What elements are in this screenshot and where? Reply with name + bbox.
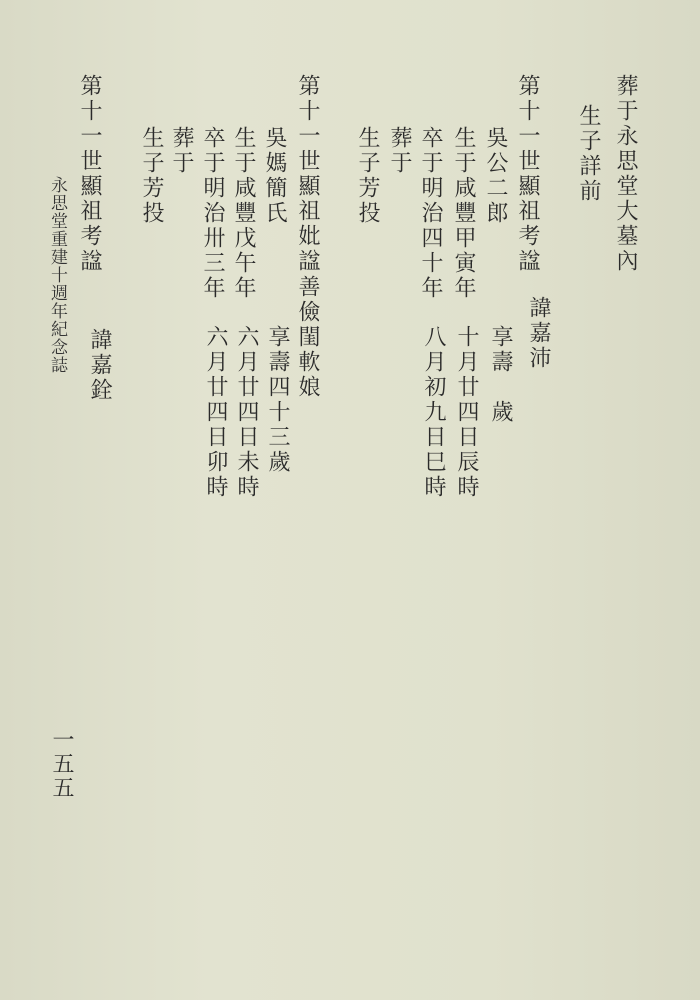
- page-number: 一五五: [49, 728, 74, 800]
- text-column-children-2: 生子芳投: [139, 126, 164, 226]
- text-column-birth-year-2: 生于咸豐戊午年: [231, 126, 256, 301]
- text-column-death-year-1: 卒于明治四十年: [418, 126, 443, 301]
- text-column-age-2: 享壽四十三歲: [265, 325, 290, 475]
- text-column-burial-1: 葬于: [387, 126, 412, 176]
- text-column-given-name-1: 諱嘉沛: [526, 296, 551, 371]
- text-column-death-date-2: 六月廿四日卯時: [203, 325, 228, 500]
- text-column-ancestor-title-3: 第十一世顯祖考諡: [77, 74, 102, 274]
- text-column-age-1: 享壽 歲: [488, 325, 513, 425]
- text-column-ancestress-title: 第十一世顯祖妣諡: [295, 74, 320, 274]
- text-column-children-ref: 生子詳前: [576, 104, 601, 204]
- text-column-birth-date-1: 十月廿四日辰時: [454, 325, 479, 500]
- text-column-death-year-2: 卒于明治卅三年: [200, 126, 225, 301]
- text-column-birth-date-2: 六月廿四日未時: [234, 325, 259, 500]
- text-column-burial-main: 葬于永思堂大墓內: [613, 74, 638, 274]
- text-column-ancestor-title-1: 第十一世顯祖考諡: [515, 74, 540, 274]
- running-head: 永思堂重建十週年紀念誌: [47, 176, 67, 374]
- text-column-ancestress-posthumous: 善儉閨軟娘: [295, 275, 320, 400]
- text-column-death-date-1: 八月初九日巳時: [421, 325, 446, 500]
- text-column-name-2: 吳媽簡氏: [262, 126, 287, 226]
- text-column-birth-year-1: 生于咸豐甲寅年: [451, 126, 476, 301]
- text-column-name-1: 吳公二郎: [483, 126, 508, 226]
- text-column-children-1: 生子芳投: [355, 126, 380, 226]
- text-column-given-name-3: 諱嘉銓: [87, 328, 112, 403]
- text-column-burial-2: 葬于: [169, 126, 194, 176]
